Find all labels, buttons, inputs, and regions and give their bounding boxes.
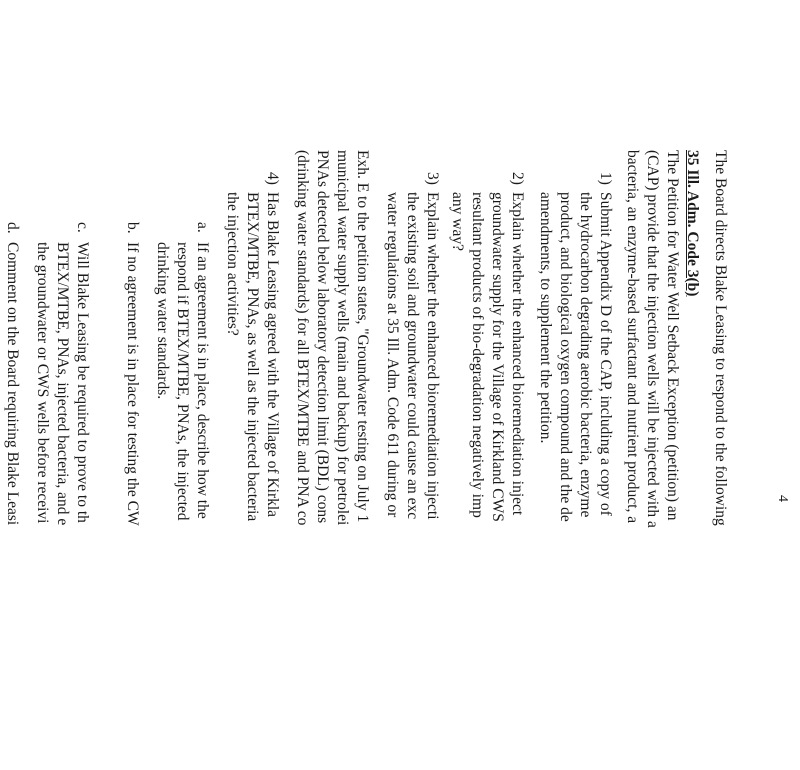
sub-item-d-line-1: Comment on the Board requiring Blake Leasi — [4, 242, 21, 526]
list-item-2-line-2: groundwater supply for the Village of Kirkland CWS — [489, 192, 506, 522]
sub-item-d-line-2 — [0, 242, 2, 525]
list-item-2-line-3: resultant products of bio-degradation negatively imp — [469, 192, 486, 518]
list-item-1-line-4: amendments, to supplement the petition. — [537, 192, 554, 444]
sub-item-marker: d. — [4, 222, 21, 234]
section-heading: 35 Ill. Adm. Code 3(b) — [684, 150, 701, 297]
list-item-4-line-2: BTEX/MTBE, PNAs, as well as the injected bacteria — [244, 192, 261, 522]
list-item-3-line-1: Explain whether the enhanced bioremediation injecti — [424, 192, 441, 520]
sub-item-a-line-3: drinking water standards. — [154, 242, 171, 400]
list-item-4-line-1: Has Blake Leasing agreed with the Village of Kirkla — [264, 192, 281, 518]
sub-item-a-line-1: If an agreement is in place, describe how the — [194, 242, 211, 519]
exhibit-paragraph-line-1: Exh. E to the petition states, "Groundwater testing on July 1 — [354, 150, 371, 523]
list-item-1-line-3: product, and biological oxygen compound and the de — [557, 192, 574, 522]
sub-item-c-line-3: the groundwater or CWS wells before receivi — [34, 242, 51, 524]
petition-paragraph-line-3: bacteria, an enzyme-based surfactant and nutrient product, a — [624, 150, 641, 524]
list-item-marker: 3) — [424, 172, 441, 185]
list-item-2-line-1: Explain whether the enhanced bioremediation inject — [509, 192, 526, 516]
sub-item-b-line-1: If no agreement is in place for testing the CW — [124, 242, 141, 526]
sub-item-marker: b. — [124, 222, 141, 234]
petition-paragraph-line-2: (CAP) provide that the injection wells will be injected with a — [644, 150, 661, 528]
page-number: 4 — [775, 495, 790, 502]
exhibit-paragraph-line-3: PNAs detected below laboratory detection limit (BDL) cons — [314, 150, 331, 524]
exhibit-paragraph-line-4: (drinking water standards) for all BTEX/MTBE and PNA co — [294, 150, 311, 526]
list-item-marker: 4) — [264, 172, 281, 185]
sub-item-marker: c. — [74, 222, 91, 233]
sub-item-a-line-2: respond if BTEX/MTBE, PNAs, the injected — [174, 242, 191, 521]
list-item-3-line-3: water regulations at 35 Ill. Adm. Code 611 during or — [384, 192, 401, 518]
intro-paragraph: The Board directs Blake Leasing to respond to the following — [712, 150, 729, 526]
exhibit-paragraph-line-2: municipal water supply wells (main and backup) for petrolei — [334, 150, 351, 526]
sub-item-c-line-1: Will Blake Leasing be required to prove to th — [74, 242, 91, 523]
list-item-marker: 2) — [509, 172, 526, 185]
sub-item-marker: a. — [194, 222, 211, 233]
list-item-1-line-2: the hydrocarbon degrading aerobic bacteria, enzyme — [577, 192, 594, 518]
document-page — [4, 150, 790, 770]
petition-paragraph-line-1: The Petition for Water Well Setback Exception (petition) an — [664, 150, 681, 521]
list-item-marker: 1) — [597, 172, 614, 185]
list-item-3-line-2: the existing soil and groundwater could cause an exc — [404, 192, 421, 520]
list-item-1-line-1: Submit Appendix D of the CAP, including a copy of — [597, 192, 614, 516]
sub-item-c-line-2: BTEX/MTBE, PNAs, injected bacteria, and e — [54, 242, 71, 526]
list-item-4-line-3: the injection activities? — [224, 192, 241, 336]
list-item-2-line-4: any way? — [449, 192, 466, 251]
